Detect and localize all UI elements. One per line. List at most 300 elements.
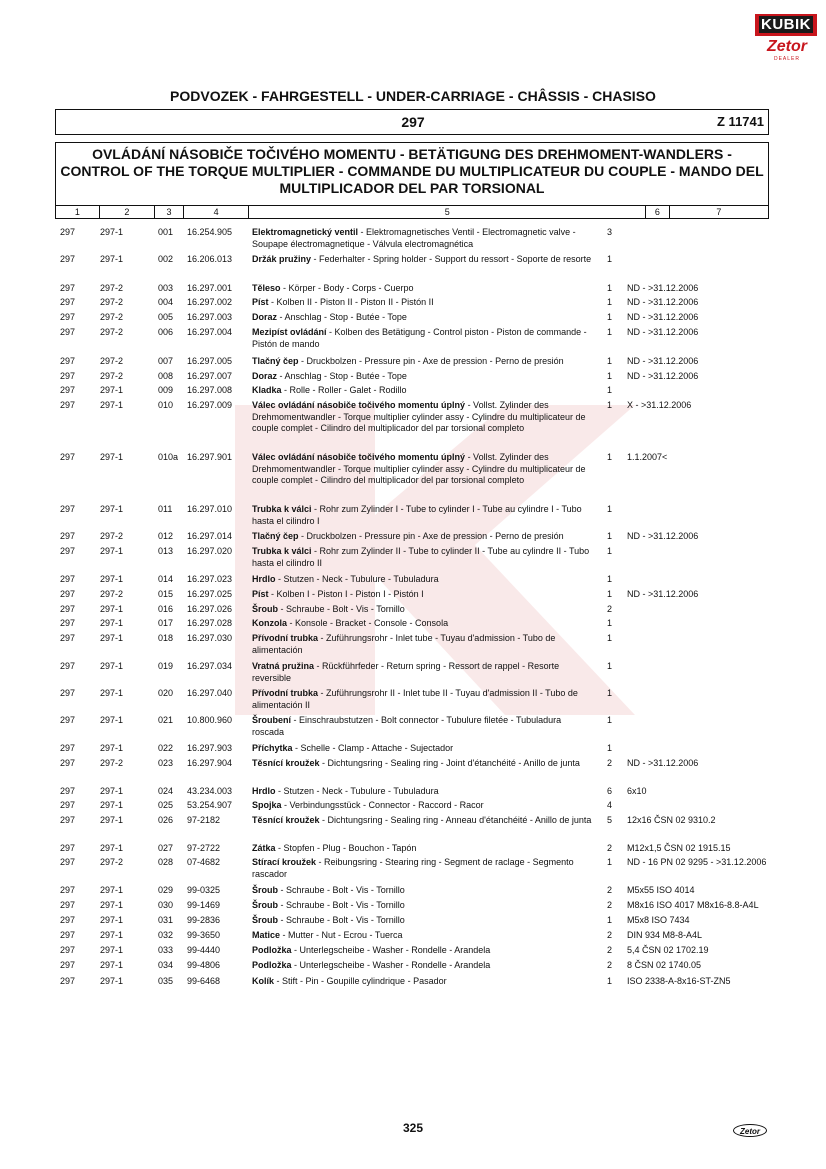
description-czech: Šroub <box>252 900 278 910</box>
description-cell <box>252 604 592 616</box>
description-cell <box>252 960 592 972</box>
description-czech: Těsnící kroužek <box>252 815 320 825</box>
position-cell: 005 <box>158 312 174 322</box>
part-number-cell: 16.297.009 <box>187 400 233 410</box>
description-cell <box>252 227 592 250</box>
part-number-cell: 97-2182 <box>187 815 221 825</box>
description-czech: Těleso <box>252 283 281 293</box>
group-id-box <box>55 109 769 135</box>
note-cell: M8x16 ISO 4017 M8x16-8.8-A4L <box>627 900 759 910</box>
description-czech: Příchytka <box>252 743 293 753</box>
description-cell <box>252 531 592 543</box>
note-cell: ND - >31.12.2006 <box>627 283 699 293</box>
description-cell <box>252 356 592 368</box>
quantity-cell: 1 <box>607 452 613 462</box>
position-cell: 004 <box>158 297 174 307</box>
part-number-cell: 16.297.001 <box>187 283 233 293</box>
group-number: 297 <box>401 114 425 130</box>
group-cell: 297 <box>60 633 76 643</box>
group-cell: 297 <box>60 618 76 628</box>
figure-cell: 297-1 <box>100 400 124 410</box>
description-czech: Podložka <box>252 945 292 955</box>
figure-cell: 297-1 <box>100 960 124 970</box>
note-cell: 8 ČSN 02 1740.05 <box>627 960 702 970</box>
part-number-cell: 99-2836 <box>187 915 221 925</box>
description-translations: - Schelle - Clamp - Attache - Sujectador <box>292 743 454 753</box>
figure-cell: 297-2 <box>100 283 124 293</box>
note-cell: X - >31.12.2006 <box>627 400 692 410</box>
note-cell: 6x10 <box>627 786 647 796</box>
part-number-cell: 16.297.005 <box>187 356 233 366</box>
group-cell: 297 <box>60 589 76 599</box>
description-cell <box>252 312 592 324</box>
group-cell: 297 <box>60 843 76 853</box>
description-cell <box>252 857 592 880</box>
description-translations: - Stopfen - Plug - Bouchon - Tapón <box>275 843 417 853</box>
position-cell: 009 <box>158 385 174 395</box>
description-translations: - Mutter - Nut - Ecrou - Tuerca <box>280 930 403 940</box>
figure-cell: 297-1 <box>100 385 124 395</box>
description-czech: Hrdlo <box>252 786 276 796</box>
description-cell <box>252 815 592 827</box>
position-cell: 028 <box>158 857 174 867</box>
group-cell: 297 <box>60 715 76 725</box>
note-cell: ND - >31.12.2006 <box>627 371 699 381</box>
position-cell: 032 <box>158 930 174 940</box>
figure-cell: 297-1 <box>100 633 124 643</box>
figure-cell: 297-1 <box>100 915 124 925</box>
figure-cell: 297-1 <box>100 661 124 671</box>
description-czech: Šroub <box>252 604 278 614</box>
group-cell: 297 <box>60 504 76 514</box>
quantity-cell: 1 <box>607 504 613 514</box>
figure-cell: 297-1 <box>100 843 124 853</box>
description-czech: Tlačný čep <box>252 531 299 541</box>
quantity-cell: 1 <box>607 297 613 307</box>
group-cell: 297 <box>60 786 76 796</box>
figure-cell: 297-2 <box>100 327 124 337</box>
page-number: 325 <box>402 1121 424 1135</box>
position-cell: 017 <box>158 618 174 628</box>
figure-cell: 297-2 <box>100 356 124 366</box>
group-cell: 297 <box>60 371 76 381</box>
part-number-cell: 99-4440 <box>187 945 221 955</box>
figure-cell: 297-1 <box>100 227 124 237</box>
description-cell <box>252 661 592 684</box>
group-cell: 297 <box>60 900 76 910</box>
figure-cell: 297-2 <box>100 531 124 541</box>
quantity-cell: 1 <box>607 327 613 337</box>
description-translations: - Kolben des Betätigung - Control piston - Piston de commande - Pistón de mando <box>252 327 587 349</box>
description-czech: Matice <box>252 930 281 940</box>
part-number-cell: 16.297.002 <box>187 297 233 307</box>
column-header: 2 <box>100 206 156 218</box>
description-translations: - Stutzen - Neck - Tubulure - Tubuladura <box>275 574 439 584</box>
part-number-cell: 16.297.030 <box>187 633 233 643</box>
quantity-cell: 2 <box>607 960 613 970</box>
column-header: 1 <box>56 206 100 218</box>
description-translations: - Vollst. Zylinder des Drehmomentwandler - Torque multiplier cylinder assy - Cylindre du multiplicateur de couple complet - Cilindro del multiplicador del par torsional completo <box>252 452 586 485</box>
description-translations: - Zuführungsrohr - Inlet tube - Tuyau d'admission - Tubo de alimentación <box>252 633 556 655</box>
description-translations: - Rückführfeder - Return spring - Ressort de rappel - Resorte reversible <box>252 661 560 683</box>
description-cell <box>252 546 592 569</box>
figure-cell: 297-2 <box>100 371 124 381</box>
column-header: 5 <box>249 206 646 218</box>
description-czech: Spojka <box>252 800 282 810</box>
figure-cell: 297-1 <box>100 976 124 986</box>
figure-cell: 297-1 <box>100 786 124 796</box>
description-translations: - Stutzen - Neck - Tubulure - Tubuladura <box>275 786 439 796</box>
description-cell <box>252 800 592 812</box>
position-cell: 030 <box>158 900 174 910</box>
description-cell <box>252 976 592 988</box>
part-number-cell: 16.297.007 <box>187 371 233 381</box>
note-cell: ND - >31.12.2006 <box>627 327 699 337</box>
description-translations: - Anschlag - Stop - Butée - Tope <box>277 371 407 381</box>
note-cell: ISO 2338-A-8x16-ST-ZN5 <box>627 976 731 986</box>
group-cell: 297 <box>60 815 76 825</box>
quantity-cell: 1 <box>607 283 613 293</box>
quantity-cell: 1 <box>607 531 613 541</box>
description-cell <box>252 385 592 397</box>
column-header: 4 <box>184 206 249 218</box>
description-czech: Stírací kroužek <box>252 857 317 867</box>
description-translations: - Druckbolzen - Pressure pin - Axe de pression - Perno de presión <box>298 356 564 366</box>
quantity-cell: 6 <box>607 786 613 796</box>
description-czech: Tlačný čep <box>252 356 299 366</box>
position-cell: 023 <box>158 758 174 768</box>
figure-cell: 297-1 <box>100 715 124 725</box>
description-translations: - Rolle - Roller - Galet - Rodillo <box>281 385 407 395</box>
figure-cell: 297-1 <box>100 574 124 584</box>
figure-cell: 297-1 <box>100 945 124 955</box>
description-czech: Šroub <box>252 915 278 925</box>
group-cell: 297 <box>60 574 76 584</box>
description-cell <box>252 743 592 755</box>
position-cell: 012 <box>158 531 174 541</box>
part-number-cell: 16.297.040 <box>187 688 233 698</box>
description-czech: Trubka k válci <box>252 504 312 514</box>
column-header-row <box>55 205 769 219</box>
quantity-cell: 1 <box>607 633 613 643</box>
part-number-cell: 16.254.905 <box>187 227 233 237</box>
position-cell: 007 <box>158 356 174 366</box>
part-number-cell: 99-6468 <box>187 976 221 986</box>
figure-cell: 297-2 <box>100 589 124 599</box>
drawing-code: Z 11741 <box>717 114 764 129</box>
group-cell: 297 <box>60 960 76 970</box>
position-cell: 035 <box>158 976 174 986</box>
description-cell <box>252 283 592 295</box>
note-cell: ND - >31.12.2006 <box>627 758 699 768</box>
position-cell: 025 <box>158 800 174 810</box>
kubik-logo-mark <box>755 14 817 36</box>
group-cell: 297 <box>60 452 76 462</box>
description-cell <box>252 400 592 435</box>
description-czech: Trubka k válci <box>252 546 312 556</box>
quantity-cell: 1 <box>607 976 613 986</box>
note-cell: M12x1,5 ČSN 02 1915.15 <box>627 843 731 853</box>
description-translations: - Schraube - Bolt - Vis - Tornillo <box>278 604 405 614</box>
description-cell <box>252 688 592 711</box>
part-number-cell: 16.297.901 <box>187 452 233 462</box>
part-number-cell: 99-4806 <box>187 960 221 970</box>
part-number-cell: 16.297.026 <box>187 604 233 614</box>
kubik-logo-text: KUBIK <box>761 16 811 33</box>
quantity-cell: 2 <box>607 758 613 768</box>
position-cell: 010 <box>158 400 174 410</box>
group-cell: 297 <box>60 327 76 337</box>
description-cell <box>252 786 592 798</box>
figure-cell: 297-1 <box>100 885 124 895</box>
description-czech: Válec ovládání násobiče točivého momentu úplný <box>252 452 466 462</box>
quantity-cell: 1 <box>607 546 613 556</box>
description-czech: Přívodní trubka <box>252 688 319 698</box>
quantity-cell: 2 <box>607 945 613 955</box>
group-cell: 297 <box>60 930 76 940</box>
quantity-cell: 1 <box>607 254 613 264</box>
description-translations: - Schraube - Bolt - Vis - Tornillo <box>278 915 405 925</box>
quantity-cell: 5 <box>607 815 613 825</box>
description-czech: Mezipíst ovládání <box>252 327 327 337</box>
position-cell: 011 <box>158 504 173 514</box>
position-cell: 014 <box>158 574 174 584</box>
quantity-cell: 3 <box>607 227 613 237</box>
position-cell: 015 <box>158 589 174 599</box>
description-translations: - Schraube - Bolt - Vis - Tornillo <box>278 900 405 910</box>
part-number-cell: 99-1469 <box>187 900 221 910</box>
group-cell: 297 <box>60 531 76 541</box>
group-cell: 297 <box>60 283 76 293</box>
description-czech: Válec ovládání násobiče točivého momentu úplný <box>252 400 466 410</box>
figure-cell: 297-1 <box>100 815 124 825</box>
quantity-cell: 2 <box>607 604 613 614</box>
group-cell: 297 <box>60 915 76 925</box>
figure-cell: 297-1 <box>100 546 124 556</box>
description-cell <box>252 371 592 383</box>
note-cell: DIN 934 M8-8-A4L <box>627 930 703 940</box>
group-cell: 297 <box>60 400 76 410</box>
position-cell: 016 <box>158 604 174 614</box>
quantity-cell: 1 <box>607 400 613 410</box>
assembly-title: OVLÁDÁNÍ NÁSOBIČE TOČIVÉHO MOMENTU - BETÄTIGUNG DES DREHMOMENT-WANDLERS - CONTROL OF THE TORQUE MULTIPLIER - COMMANDE DU MULTIPLICATEUR DU COUPLE - MANDO DEL MULTIPLICADOR DEL PAR TORSIONAL <box>60 146 764 196</box>
description-czech: Hrdlo <box>252 574 276 584</box>
description-cell <box>252 574 592 586</box>
group-cell: 297 <box>60 885 76 895</box>
group-cell: 297 <box>60 945 76 955</box>
description-translations: - Vollst. Zylinder des Drehmomentwandler - Torque multiplier cylinder assy - Cylindre du multiplicateur de couple complet - Cilindro del multiplicador del par torsional completo <box>252 400 586 433</box>
description-cell <box>252 327 592 350</box>
description-translations: - Konsole - Bracket - Console - Consola <box>287 618 449 628</box>
group-cell: 297 <box>60 312 76 322</box>
position-cell: 022 <box>158 743 174 753</box>
description-cell <box>252 915 592 927</box>
quantity-cell: 1 <box>607 743 613 753</box>
figure-cell: 297-1 <box>100 452 124 462</box>
zetor-logo-subtext: DEALER <box>773 56 800 62</box>
position-cell: 034 <box>158 960 174 970</box>
part-number-cell: 16.297.025 <box>187 589 233 599</box>
group-cell: 297 <box>60 227 76 237</box>
figure-cell: 297-2 <box>100 857 124 867</box>
position-cell: 026 <box>158 815 174 825</box>
part-number-cell: 07-4682 <box>187 857 221 867</box>
note-cell: ND - >31.12.2006 <box>627 589 699 599</box>
figure-cell: 297-1 <box>100 900 124 910</box>
position-cell: 006 <box>158 327 174 337</box>
position-cell: 027 <box>158 843 174 853</box>
note-cell: M5x55 ISO 4014 <box>627 885 695 895</box>
quantity-cell: 1 <box>607 312 613 322</box>
kubik-zetor-logo <box>755 14 817 68</box>
position-cell: 008 <box>158 371 174 381</box>
note-cell: ND - >31.12.2006 <box>627 531 699 541</box>
group-cell: 297 <box>60 356 76 366</box>
quantity-cell: 1 <box>607 371 613 381</box>
description-cell <box>252 715 592 738</box>
part-number-cell: 16.297.023 <box>187 574 233 584</box>
position-cell: 031 <box>158 915 174 925</box>
description-czech: Kladka <box>252 385 282 395</box>
quantity-cell: 1 <box>607 857 613 867</box>
quantity-cell: 2 <box>607 885 613 895</box>
quantity-cell: 2 <box>607 900 613 910</box>
description-translations: - Rohr zum Zylinder II - Tube to cylinder II - Tube au cylindre II - Tubo hasta el cilindro II <box>252 546 590 568</box>
figure-cell: 297-1 <box>100 743 124 753</box>
part-number-cell: 99-0325 <box>187 885 221 895</box>
quantity-cell: 1 <box>607 618 613 628</box>
description-czech: Šroubení <box>252 715 292 725</box>
description-translations: - Körper - Body - Corps - Cuerpo <box>280 283 414 293</box>
quantity-cell: 2 <box>607 843 613 853</box>
zetor-logo-text: Zetor <box>767 38 807 55</box>
figure-cell: 297-1 <box>100 504 124 514</box>
figure-cell: 297-1 <box>100 604 124 614</box>
note-cell: M5x8 ISO 7434 <box>627 915 690 925</box>
position-cell: 020 <box>158 688 174 698</box>
position-cell: 019 <box>158 661 174 671</box>
note-cell: 12x16 ČSN 02 9310.2 <box>627 815 716 825</box>
description-translations: - Reibungsring - Stearing ring - Segment de raclage - Segmento rascador <box>252 857 574 879</box>
description-czech: Doraz <box>252 371 278 381</box>
description-translations: - Unterlegscheibe - Washer - Rondelle - Arandela <box>291 945 491 955</box>
description-czech: Podložka <box>252 960 292 970</box>
group-cell: 297 <box>60 297 76 307</box>
position-cell: 033 <box>158 945 174 955</box>
quantity-cell: 1 <box>607 661 613 671</box>
quantity-cell: 1 <box>607 574 613 584</box>
description-translations: - Dichtungsring - Sealing ring - Joint d'étanchéité - Anillo de junta <box>319 758 580 768</box>
section-title: PODVOZEK - FAHRGESTELL - UNDER-CARRIAGE - CHÂSSIS - CHASISO <box>170 88 656 104</box>
figure-cell: 297-2 <box>100 758 124 768</box>
description-translations: - Unterlegscheibe - Washer - Rondelle - Arandela <box>291 960 491 970</box>
group-cell: 297 <box>60 976 76 986</box>
note-cell: ND - >31.12.2006 <box>627 297 699 307</box>
note-cell: 5,4 ČSN 02 1702.19 <box>627 945 709 955</box>
part-number-cell: 16.297.003 <box>187 312 233 322</box>
figure-cell: 297-1 <box>100 688 124 698</box>
figure-cell: 297-2 <box>100 297 124 307</box>
group-cell: 297 <box>60 688 76 698</box>
quantity-cell: 1 <box>607 715 613 725</box>
description-cell <box>252 843 592 855</box>
part-number-cell: 16.297.903 <box>187 743 233 753</box>
footer-zetor-logo: Zetor <box>733 1124 767 1137</box>
group-cell: 297 <box>60 254 76 264</box>
group-cell: 297 <box>60 661 76 671</box>
part-number-cell: 16.297.904 <box>187 758 233 768</box>
description-cell <box>252 297 592 309</box>
description-czech: Těsnící kroužek <box>252 758 320 768</box>
description-czech: Vratná pružina <box>252 661 315 671</box>
description-translations: - Zuführungsrohr II - Inlet tube II - Tuyau d'admission II - Tubo de alimentación II <box>252 688 578 710</box>
note-cell: ND - >31.12.2006 <box>627 356 699 366</box>
quantity-cell: 1 <box>607 385 613 395</box>
part-number-cell: 16.297.020 <box>187 546 233 556</box>
description-translations: - Rohr zum Zylinder I - Tube to cylinder I - Tube au cylindre I - Tubo hasta el cilindro I <box>252 504 582 526</box>
description-czech: Elektromagnetický ventil <box>252 227 359 237</box>
group-cell: 297 <box>60 385 76 395</box>
description-cell <box>252 589 592 601</box>
group-cell: 297 <box>60 546 76 556</box>
description-translations: - Einschraubstutzen - Bolt connector - Tubulure filetée - Tubuladura roscada <box>252 715 562 737</box>
description-cell <box>252 254 592 266</box>
part-number-cell: 16.297.010 <box>187 504 233 514</box>
column-header: 7 <box>716 207 722 217</box>
note-cell: 1.1.2007< <box>627 452 668 462</box>
quantity-cell: 1 <box>607 688 613 698</box>
part-number-cell: 10.800.960 <box>187 715 233 725</box>
figure-cell: 297-1 <box>100 800 124 810</box>
part-number-cell: 97-2722 <box>187 843 221 853</box>
description-cell <box>252 758 592 770</box>
part-number-cell: 16.297.008 <box>187 385 233 395</box>
description-translations: - Kolben II - Piston II - Piston II - Pistón II <box>268 297 434 307</box>
part-number-cell: 16.297.034 <box>187 661 233 671</box>
description-cell <box>252 504 592 527</box>
position-cell: 010a <box>158 452 179 462</box>
figure-cell: 297-1 <box>100 254 124 264</box>
description-czech: Píst <box>252 589 269 599</box>
figure-cell: 297-1 <box>100 930 124 940</box>
description-translations: - Verbindungsstück - Connector - Raccord - Racor <box>281 800 484 810</box>
note-cell: ND - 16 PN 02 9295 - >31.12.2006 <box>627 857 767 867</box>
description-translations: - Dichtungsring - Sealing ring - Anneau d'étanchéité - Anillo de junta <box>319 815 592 825</box>
part-number-cell: 16.206.013 <box>187 254 233 264</box>
description-czech: Kolík <box>252 976 275 986</box>
position-cell: 013 <box>158 546 174 556</box>
description-czech: Šroub <box>252 885 278 895</box>
group-cell: 297 <box>60 758 76 768</box>
position-cell: 029 <box>158 885 174 895</box>
description-cell <box>252 900 592 912</box>
description-translations: - Druckbolzen - Pressure pin - Axe de pression - Perno de presión <box>298 531 564 541</box>
group-cell: 297 <box>60 604 76 614</box>
part-number-cell: 43.234.003 <box>187 786 233 796</box>
description-translations: - Elektromagnetisches Ventil - Electromagnetic valve - Soupape électromagnetique - Válvula electromagnética <box>252 227 576 249</box>
description-translations: - Kolben I - Piston I - Piston I - Pistón I <box>268 589 424 599</box>
description-cell <box>252 633 592 656</box>
description-cell <box>252 945 592 957</box>
part-number-cell: 53.254.907 <box>187 800 233 810</box>
description-translations: - Anschlag - Stop - Butée - Tope <box>277 312 407 322</box>
part-number-cell: 16.297.028 <box>187 618 233 628</box>
position-cell: 003 <box>158 283 174 293</box>
group-cell: 297 <box>60 800 76 810</box>
position-cell: 024 <box>158 786 174 796</box>
figure-cell: 297-2 <box>100 312 124 322</box>
description-czech: Doraz <box>252 312 278 322</box>
